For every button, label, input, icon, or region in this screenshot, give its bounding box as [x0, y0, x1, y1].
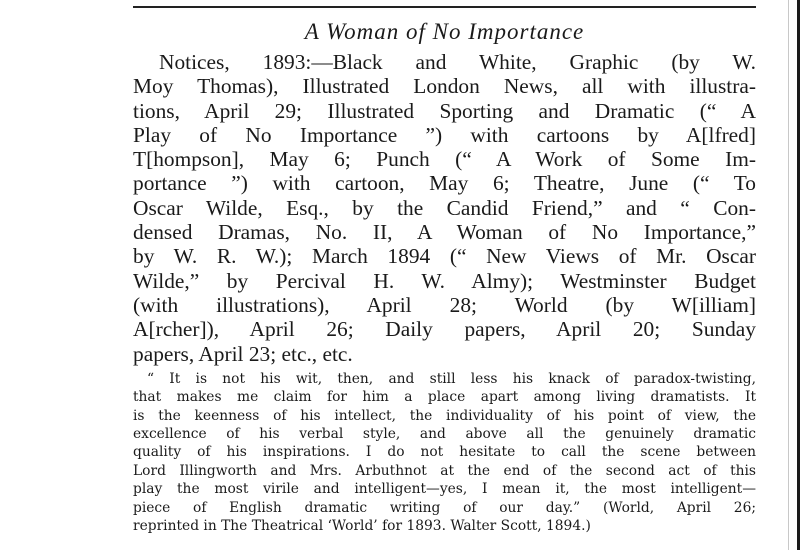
notices-line: portance ”) with cartoon, May 6; Theatre, June (“ To: [133, 171, 756, 196]
notices-line: Oscar Wilde, Esq., by the Candid Friend,” and “ Con-: [133, 195, 756, 220]
notices-line: papers, April 23; etc., etc.: [133, 341, 353, 366]
notices-line: A[rcher]), April 26; Daily papers, April 20; Sunday: [133, 317, 756, 342]
notices-line: (with illustrations), April 28; World (by W[illiam]: [133, 292, 756, 317]
section-heading: A Woman of No Importance: [304, 19, 585, 44]
notices-line: Play of No Importance ”) with cartoons by A[lfred]: [133, 122, 756, 147]
notices-line: densed Dramas, No. II, A Woman of No Importance,”: [133, 220, 756, 245]
document-page: [133, 16, 756, 536]
notices-paragraph: [133, 50, 756, 366]
quote-line: reprinted in The Theatrical ‘World’ for 1893. Walter Scott, 1894.): [133, 518, 591, 535]
notices-line: by W. R. W.); March 1894 (“ New Views of Mr. Oscar: [133, 244, 756, 269]
quote-line: piece of English dramatic writing of our day.” (World, April 26;: [133, 499, 756, 516]
page-edge-light: [788, 0, 789, 550]
quote-line: excellence of his verbal style, and above all the genuinely dramatic: [133, 426, 756, 443]
quote-line: play the most virile and intelligent—yes, I mean it, the most intelligent—: [133, 481, 756, 498]
top-rule: [133, 6, 756, 8]
notices-line: Notices, 1893:—Black and White, Graphic (by W.: [159, 50, 756, 74]
quote-line: Lord Illingworth and Mrs. Arbuthnot at the end of the second act of this: [133, 462, 756, 479]
review-quote: [133, 370, 756, 536]
quote-line: “ It is not his wit, then, and still less his knack of paradox-twisting,: [147, 370, 756, 387]
page-edge-dark: [797, 0, 800, 550]
quote-line: is the keenness of his intellect, the individuality of his point of view, the: [133, 407, 756, 424]
quote-line: that makes me claim for him a place apart among living dramatists. It: [133, 389, 756, 406]
notices-line: Wilde,” by Percival H. W. Almy); Westminster Budget: [133, 268, 756, 293]
notices-line: T[hompson], May 6; Punch (“ A Work of Some Im-: [133, 147, 756, 172]
notices-line: tions, April 29; Illustrated Sporting and Dramatic (“ A: [133, 98, 756, 123]
quote-line: quality of his inspirations. I do not hesitate to call the scene between: [133, 444, 756, 461]
notices-line: Moy Thomas), Illustrated London News, all with illustra-: [133, 74, 756, 99]
